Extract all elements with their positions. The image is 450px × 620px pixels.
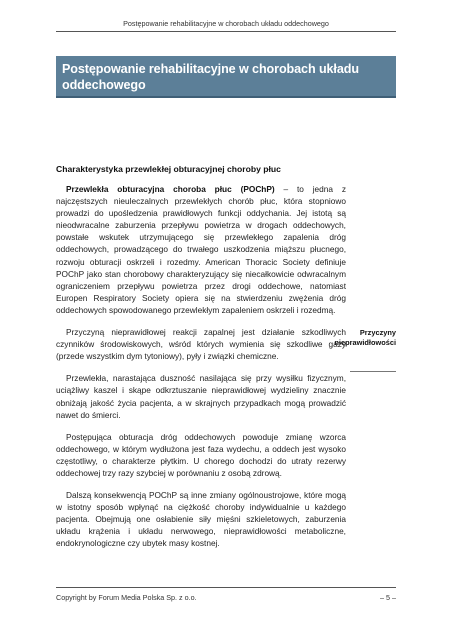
copyright-text: Copyright by Forum Media Polska Sp. z o.o. [56, 593, 197, 602]
paragraph-3: Przewlekła, narastająca duszność nasilająca się przy wysiłku fizycznym, uciążliwy kaszel i skąpe odkrztuszanie nieprawidłowej wydzieliny znacznie obniżają jakość życia pacjenta, a w skrajnych przypadkach mogą prowadzić nawet do śmierci. [56, 373, 346, 420]
page-footer [56, 587, 396, 602]
running-header: Postępowanie rehabilitacyjne w chorobach układu oddechowego [56, 19, 396, 32]
chapter-banner [56, 56, 396, 98]
paragraph-4: Postępująca obturacja dróg oddechowych powoduje zmianę wzorca oddechowego, w którym wydłużona jest faza wydechu, a oddech jest wysoko częstotliwy, o charakterze płytkim. U chorego dochodzi do utraty rezerwy oddechowej trzy razy szybciej w porównaniu z osobą zdrową. [56, 431, 346, 478]
chapter-title: Postępowanie rehabilitacyjne w chorobach układu oddechowego [62, 62, 359, 92]
section-heading: Charakterystyka przewlekłej obturacyjnej choroby płuc [56, 164, 281, 174]
paragraph-2: Przyczyną nieprawidłowej reakcji zapalnej jest działanie szkodliwych czynników środowiskowych, wśród których wymienia się szkodliwe gazy (przede wszystkim dym tytoniowy), pyły i związki chemiczne. [56, 327, 346, 362]
margin-note: Przyczyny nieprawidłowości [334, 328, 396, 347]
margin-note-rule [350, 371, 396, 372]
page-number: – 5 – [380, 593, 396, 602]
paragraph-1-lead: Przewlekła obturacyjna choroba płuc (POChP) [66, 184, 275, 194]
paragraph-5: Dalszą konsekwencją POChP są inne zmiany ogólnoustrojowe, które mogą w istotny sposób wpłynąć na ciężkość choroby indywidualnie u każdego pacjenta. Obejmują one osłabienie siły mięśni szkieletowych, zaburzenia układu krążenia i układu nerwowego, nieprawidłowości metaboliczne, endokrynologiczne czy ubytek masy kostnej. [56, 490, 346, 549]
body-text [56, 183, 346, 560]
paragraph-1 [56, 183, 346, 316]
paragraph-1-rest: – to jedna z najczęstszych nieuleczalnych przewlekłych chorób płuc, która stopniowo prowadzi do upośledzenia prawidłowych funkcji oddychania. Jej istotą są nieodwracalne zaburzenia przepływu powietrza w drogach oddechowych, powstałe wskutek utrzymującego się przewlekłego zapalenia dróg oddechowych, prowadzącego do trwałego uszkodzenia miąższu płucnego, rozwoju obturacji oskrzeli i rozedmy. American Thoracic Society definiuje POChP jako stan chorobowy charakteryzujący się niecałkowicie odwracalnym ograniczeniem przepływu powietrza przez drogi oddechowe, natomiast Europen Respiratory Society opiera się na stwierdzeniu zwężenia dróg oddechowych spowodowanego przewlekłym zapaleniem oskrzeli i rozedmą. [56, 184, 346, 315]
